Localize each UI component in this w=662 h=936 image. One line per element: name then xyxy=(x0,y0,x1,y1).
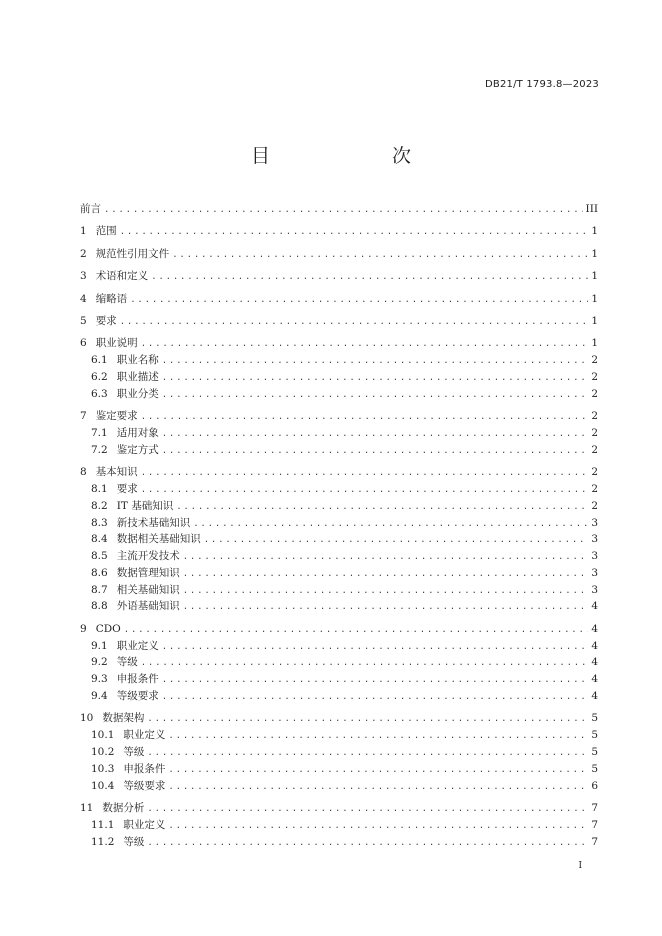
dot-leader xyxy=(162,353,589,369)
toc-entry-number: 8 xyxy=(80,466,87,479)
toc-entry-page: 2 xyxy=(591,443,598,456)
toc-entry-number: 5 xyxy=(80,314,87,327)
toc-entry-number: 9.2 xyxy=(91,656,108,669)
toc-entry-number: 7 xyxy=(80,410,87,423)
dot-leader xyxy=(183,549,589,565)
toc-entry[interactable] xyxy=(80,671,598,688)
dot-leader xyxy=(172,247,588,263)
toc-entry-page: 4 xyxy=(591,656,598,669)
toc-entry-page: 7 xyxy=(591,835,598,848)
toc-entry[interactable] xyxy=(80,291,598,308)
toc-entry-number: 6.3 xyxy=(91,387,108,400)
toc-entry-page: 3 xyxy=(591,533,598,546)
toc-entry-page: 2 xyxy=(591,482,598,495)
toc-entry-number: 8.8 xyxy=(91,600,108,613)
toc-entry-title: 鉴定方式 xyxy=(116,443,159,456)
toc-entry-title: 要求 xyxy=(116,482,138,495)
dot-leader xyxy=(147,745,588,761)
toc-entry-page: 4 xyxy=(591,690,598,703)
toc-entry-number: 4 xyxy=(80,292,87,305)
toc-entry[interactable] xyxy=(80,638,598,655)
toc-entry[interactable] xyxy=(80,744,598,761)
toc-entry-title: 等级 xyxy=(123,746,145,759)
toc-entry-title: 职业定义 xyxy=(123,729,166,742)
toc-entry-page: 2 xyxy=(591,466,598,479)
table-of-contents xyxy=(80,201,598,850)
toc-entry-number: 3 xyxy=(80,270,87,283)
dot-leader xyxy=(141,465,589,481)
toc-entry-title: 外语基础知识 xyxy=(116,600,180,613)
toc-entry[interactable] xyxy=(80,481,598,498)
toc-entry-page: 3 xyxy=(591,516,598,529)
toc-entry-page: 2 xyxy=(591,370,598,383)
toc-entry[interactable] xyxy=(80,710,598,727)
toc-entry[interactable] xyxy=(80,464,598,481)
toc-entry[interactable] xyxy=(80,515,598,532)
toc-entry-title: 数据管理知识 xyxy=(116,566,180,579)
dot-leader xyxy=(162,387,589,403)
dot-leader xyxy=(104,202,583,218)
dot-leader xyxy=(124,622,589,638)
dot-leader xyxy=(168,728,588,744)
toc-entry-number: 8.2 xyxy=(91,499,108,512)
dot-leader xyxy=(141,409,589,425)
toc-entry-title: 申报条件 xyxy=(116,673,159,686)
toc-entry-number: 6 xyxy=(80,337,87,350)
toc-entry-page: 2 xyxy=(591,387,598,400)
toc-entry-page: 6 xyxy=(591,779,598,792)
toc-entry-title: 职业说明 xyxy=(95,337,138,350)
toc-entry-number: 11.1 xyxy=(91,818,115,831)
toc-entry-title: IT 基础知识 xyxy=(116,499,174,512)
dot-leader xyxy=(162,672,589,688)
page-number: I xyxy=(578,861,582,871)
toc-entry-title: 申报条件 xyxy=(123,762,166,775)
toc-entry-number: 11.2 xyxy=(91,835,115,848)
toc-entry[interactable] xyxy=(80,268,598,285)
dot-leader xyxy=(193,516,588,532)
toc-entry-number: 10 xyxy=(80,712,94,725)
toc-entry-number: 7.1 xyxy=(91,426,108,439)
toc-entry-page: 1 xyxy=(591,225,598,238)
toc-entry[interactable] xyxy=(80,386,598,403)
toc-entry[interactable] xyxy=(80,425,598,442)
toc-entry-page: 5 xyxy=(591,762,598,775)
toc-entry-number: 9.1 xyxy=(91,639,108,652)
toc-entry-number: 10.3 xyxy=(91,762,115,775)
dot-leader xyxy=(162,370,589,386)
toc-entry-title: 等级 xyxy=(123,835,145,848)
toc-entry[interactable] xyxy=(80,246,598,263)
toc-entry[interactable] xyxy=(80,778,598,795)
toc-entry-page: 1 xyxy=(591,314,598,327)
toc-entry-title: 缩略语 xyxy=(95,292,128,305)
toc-entry-page: 1 xyxy=(591,247,598,260)
toc-entry[interactable] xyxy=(80,352,598,369)
toc-entry-page: III xyxy=(585,203,598,215)
toc-entry-title: 范围 xyxy=(95,225,117,238)
toc-entry[interactable] xyxy=(80,531,598,548)
toc-entry-page: 2 xyxy=(591,499,598,512)
dot-leader xyxy=(120,224,589,240)
toc-entry-title: 职业描述 xyxy=(116,370,159,383)
toc-entry-page: 4 xyxy=(591,639,598,652)
toc-entry[interactable] xyxy=(80,565,598,582)
toc-entry-title: 规范性引用文件 xyxy=(95,247,170,260)
toc-entry-number: 11 xyxy=(80,802,94,815)
toc-entry[interactable] xyxy=(80,834,598,851)
dot-leader xyxy=(147,801,588,817)
toc-entry-page: 1 xyxy=(591,270,598,283)
dot-leader xyxy=(168,818,588,834)
dot-leader xyxy=(120,314,589,330)
toc-entry-number: 1 xyxy=(80,225,87,238)
toc-entry-title: 新技术基础知识 xyxy=(116,516,191,529)
toc-entry-number: 10.2 xyxy=(91,746,115,759)
toc-entry-title: 基本知识 xyxy=(95,466,138,479)
toc-entry-title: 等级要求 xyxy=(116,690,159,703)
dot-leader xyxy=(162,639,589,655)
toc-entry-title: 要求 xyxy=(95,314,117,327)
toc-entry[interactable] xyxy=(80,598,598,615)
toc-entry-number: 10.1 xyxy=(91,729,115,742)
toc-entry-title: 数据分析 xyxy=(102,802,145,815)
toc-entry[interactable] xyxy=(80,800,598,817)
toc-entry-page: 4 xyxy=(591,600,598,613)
toc-entry-number: 9.4 xyxy=(91,690,108,703)
toc-entry-title: 数据相关基础知识 xyxy=(116,533,201,546)
toc-entry-title: 职业定义 xyxy=(116,639,159,652)
toc-entry-title: 适用对象 xyxy=(116,426,159,439)
toc-entry-page: 2 xyxy=(591,354,598,367)
toc-entry[interactable] xyxy=(80,761,598,778)
dot-leader xyxy=(204,532,589,548)
toc-entry[interactable] xyxy=(80,201,598,218)
toc-entry-number: 6.2 xyxy=(91,370,108,383)
dot-leader xyxy=(162,426,589,442)
toc-entry-title: 等级 xyxy=(116,656,138,669)
toc-entry-number: 2 xyxy=(80,247,87,260)
toc-entry-title: 前言 xyxy=(80,203,101,215)
toc-entry-page: 4 xyxy=(591,622,598,635)
toc-entry-number: 8.7 xyxy=(91,583,108,596)
toc-entry-title: 数据架构 xyxy=(102,712,145,725)
page-title: 目 次 xyxy=(250,145,439,167)
toc-entry-page: 3 xyxy=(591,566,598,579)
toc-entry-page: 3 xyxy=(591,550,598,563)
toc-entry[interactable] xyxy=(80,369,598,386)
dot-leader xyxy=(141,336,589,352)
toc-entry-page: 1 xyxy=(591,337,598,350)
toc-entry[interactable] xyxy=(80,498,598,515)
toc-entry-number: 7.2 xyxy=(91,443,108,456)
dot-leader xyxy=(183,583,589,599)
toc-entry-title: CDO xyxy=(95,622,121,635)
toc-entry-title: 术语和定义 xyxy=(95,270,149,283)
toc-entry-number: 10.4 xyxy=(91,779,115,792)
toc-entry-page: 3 xyxy=(591,583,598,596)
toc-entry[interactable] xyxy=(80,654,598,671)
toc-entry[interactable] xyxy=(80,223,598,240)
toc-entry-title: 职业名称 xyxy=(116,354,159,367)
dot-leader xyxy=(141,482,589,498)
toc-entry-page: 5 xyxy=(591,712,598,725)
dot-leader xyxy=(141,655,589,671)
dot-leader xyxy=(130,292,588,308)
toc-entry-title: 鉴定要求 xyxy=(95,410,138,423)
toc-entry-number: 8.4 xyxy=(91,533,108,546)
toc-entry-page: 5 xyxy=(591,729,598,742)
dot-leader xyxy=(176,499,588,515)
toc-entry[interactable] xyxy=(80,313,598,330)
toc-entry[interactable] xyxy=(80,817,598,834)
toc-entry-title: 职业分类 xyxy=(116,387,159,400)
toc-entry[interactable] xyxy=(80,548,598,565)
toc-entry[interactable] xyxy=(80,335,598,352)
toc-entry[interactable] xyxy=(80,621,598,638)
toc-entry-title: 主流开发技术 xyxy=(116,550,180,563)
toc-entry[interactable] xyxy=(80,582,598,599)
toc-entry-number: 8.6 xyxy=(91,566,108,579)
toc-entry-title: 职业定义 xyxy=(123,818,166,831)
dot-leader xyxy=(151,269,588,285)
dot-leader xyxy=(168,779,588,795)
toc-entry-number: 8.1 xyxy=(91,482,108,495)
toc-entry[interactable] xyxy=(80,727,598,744)
toc-entry-number: 8.3 xyxy=(91,516,108,529)
dot-leader xyxy=(183,566,589,582)
toc-entry-number: 8.5 xyxy=(91,550,108,563)
dot-leader xyxy=(162,443,589,459)
toc-entry-page: 7 xyxy=(591,818,598,831)
dot-leader xyxy=(147,711,588,727)
toc-entry[interactable] xyxy=(80,688,598,705)
toc-entry-page: 1 xyxy=(591,292,598,305)
toc-entry-title: 相关基础知识 xyxy=(116,583,180,596)
toc-entry-number: 9 xyxy=(80,622,87,635)
standard-code: DB21/T 1793.8—2023 xyxy=(485,79,599,90)
toc-entry-page: 7 xyxy=(591,802,598,815)
dot-leader xyxy=(168,762,588,778)
toc-entry-title: 等级要求 xyxy=(123,779,166,792)
dot-leader xyxy=(183,599,589,615)
toc-entry-page: 5 xyxy=(591,746,598,759)
toc-entry-page: 2 xyxy=(591,410,598,423)
dot-leader xyxy=(162,689,589,705)
toc-entry-page: 2 xyxy=(591,426,598,439)
dot-leader xyxy=(147,835,588,851)
toc-entry-page: 4 xyxy=(591,673,598,686)
toc-entry-number: 6.1 xyxy=(91,354,108,367)
toc-entry-number: 9.3 xyxy=(91,673,108,686)
toc-entry[interactable] xyxy=(80,442,598,459)
toc-entry[interactable] xyxy=(80,408,598,425)
